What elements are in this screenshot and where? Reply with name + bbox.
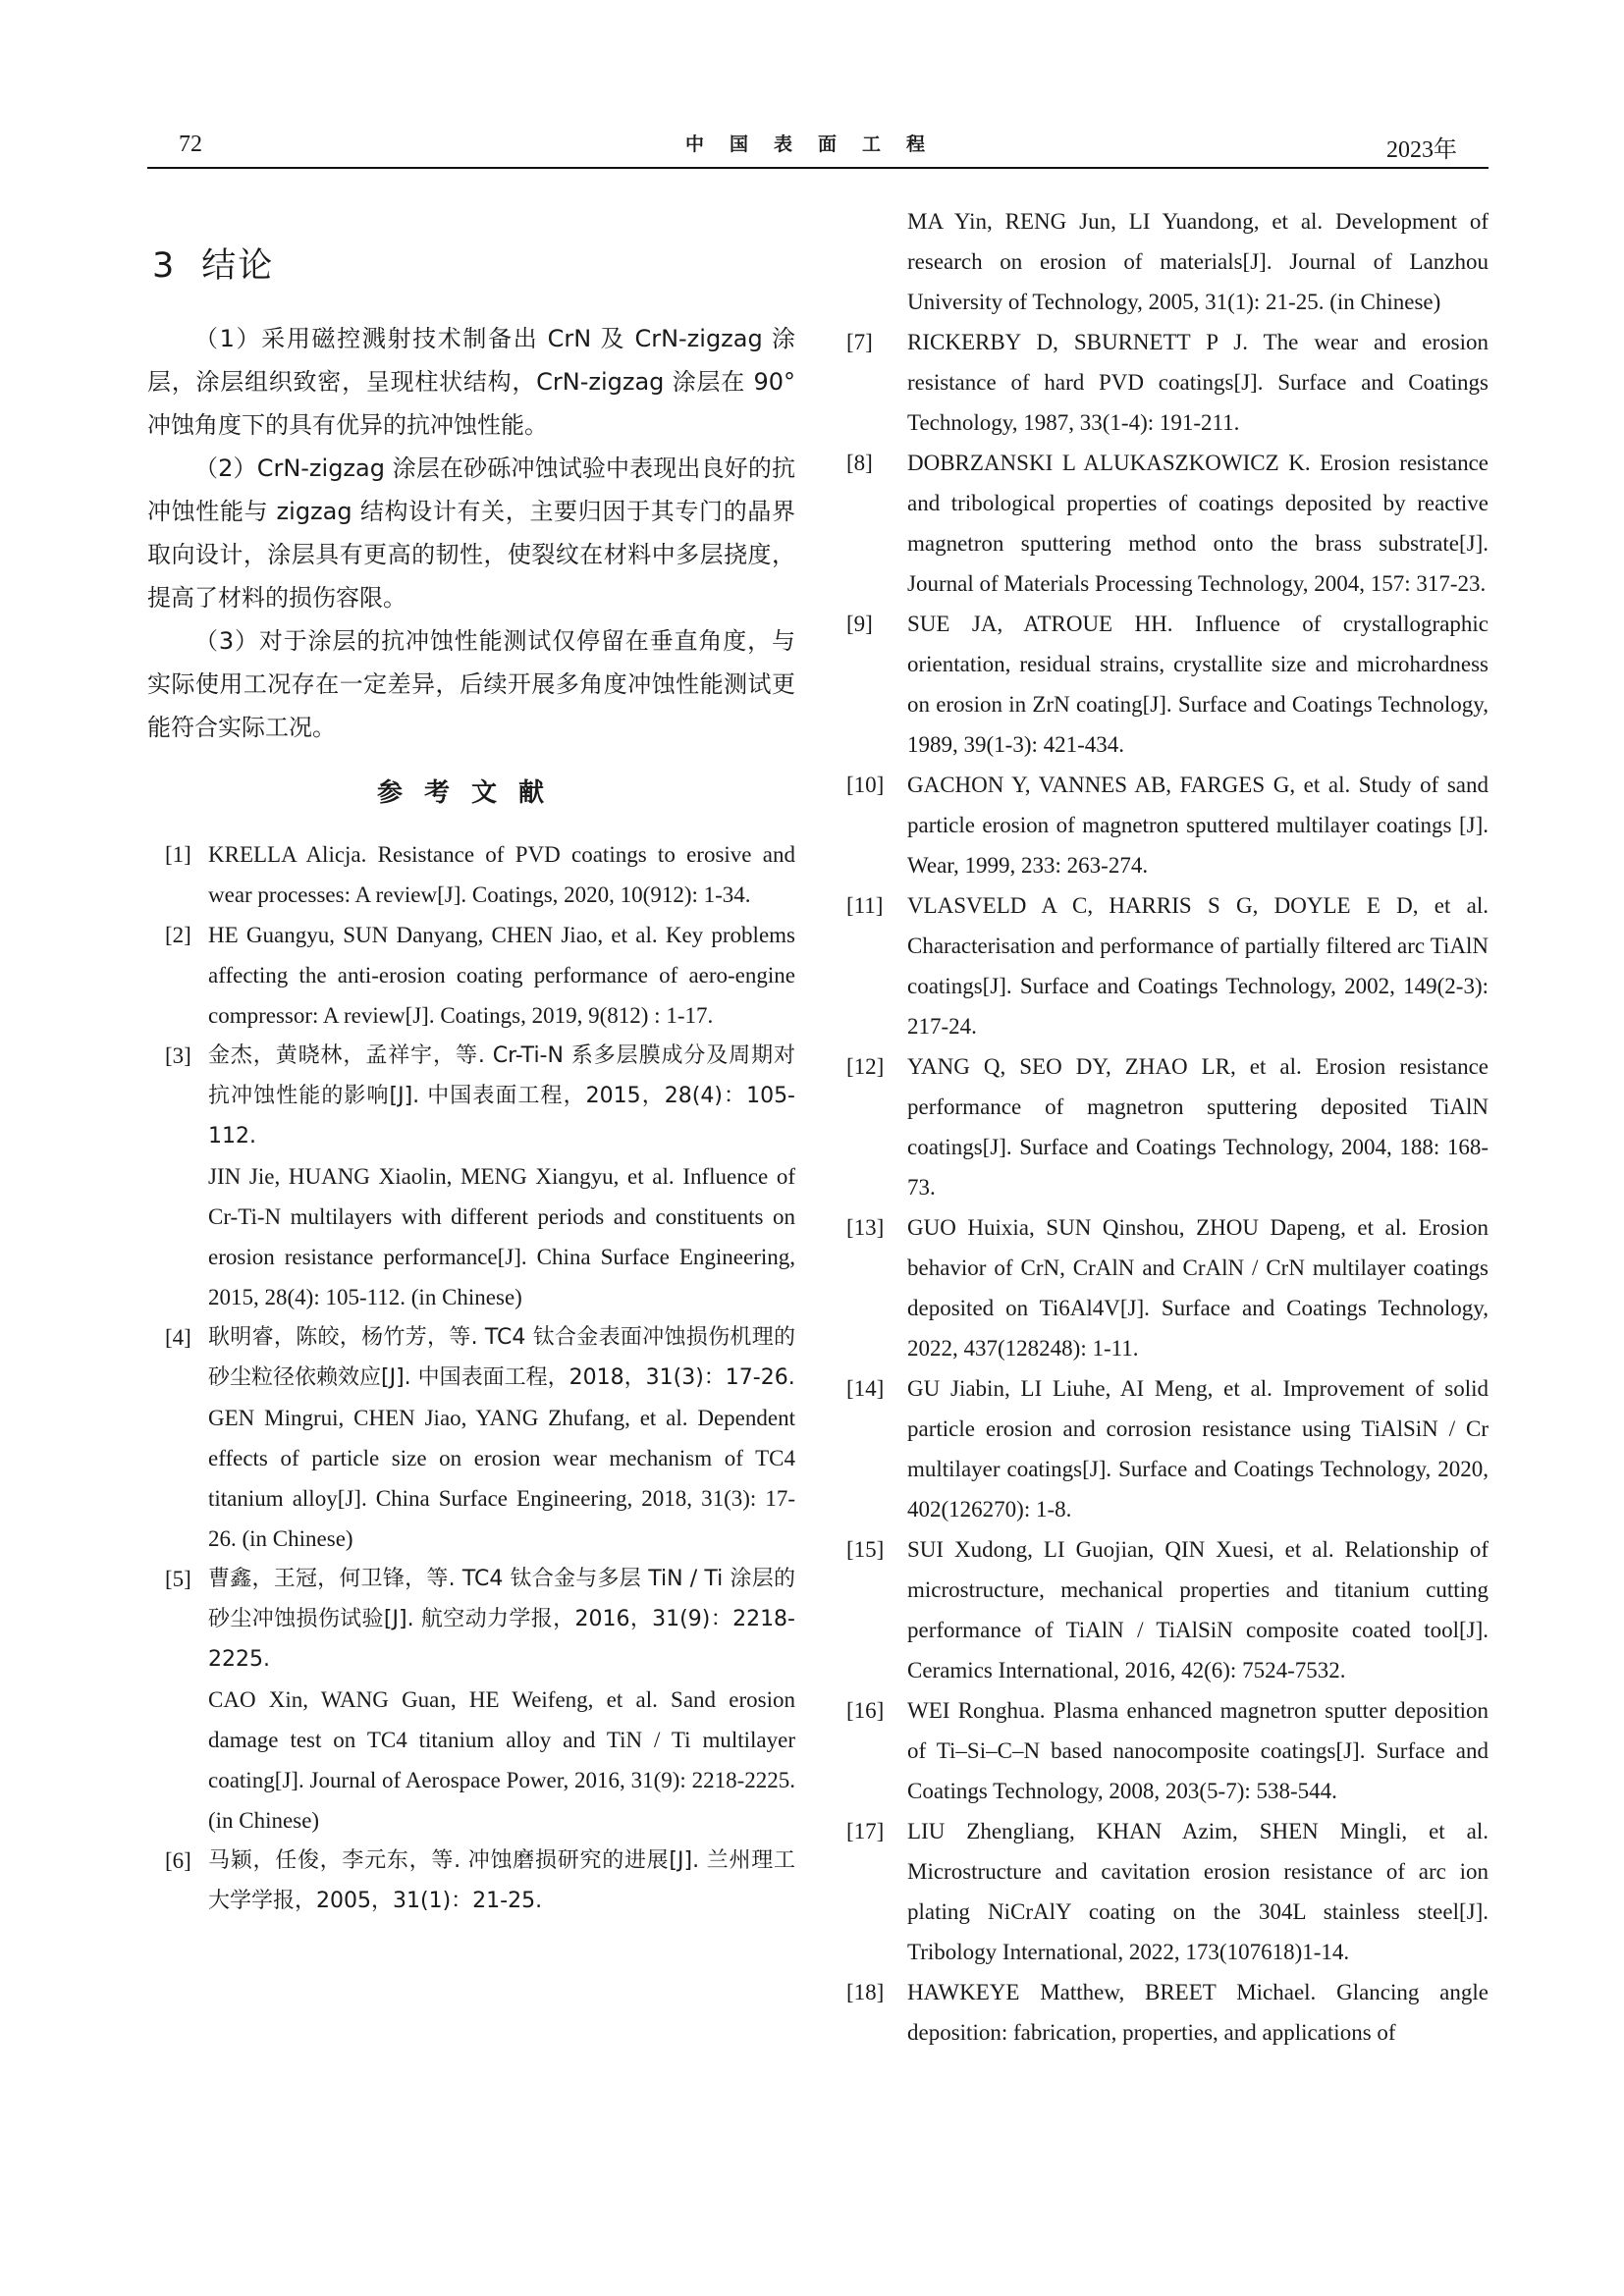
reference-item [846, 1972, 1489, 2053]
reference-number: [5] [165, 1567, 191, 1591]
reference-text: MA Yin, RENG Jun, LI Yuandong, et al. Development of research on erosion of materials[J]. Journal of Lanzhou University of Technology, 2005, 31(1): 21-25. (in Chinese) [907, 209, 1489, 314]
reference-text: LIU Zhengliang, KHAN Azim, SHEN Mingli, et al. Microstructure and cavitation erosion resistance of arc ion plating NiCrAlY coating on the 304L stainless steel[J]. Tribology International, 2022, 173(107618)1-14. [907, 1819, 1489, 1964]
reference-text: WEI Ronghua. Plasma enhanced magnetron sputter deposition of Ti–Si–C–N based nanocomposite coatings[J]. Surface and Coatings Technology, 2008, 203(5-7): 538-544. [907, 1698, 1489, 1803]
right-column [846, 201, 1489, 2053]
reference-item [846, 322, 1489, 443]
reference-item [846, 443, 1489, 604]
reference-number: [4] [165, 1325, 191, 1350]
journal-name: 中国表面工程 [684, 133, 950, 155]
reference-text: JIN Jie, HUANG Xiaolin, MENG Xiangyu, et al. Influence of Cr-Ti-N multilayers with different periods and constituents on erosion resistance performance[J]. China Surface Engineering, 2015, 28(4): 105-112. (in Chinese) [208, 1164, 795, 1309]
reference-number: [7] [846, 330, 873, 354]
reference-text: GU Jiabin, LI Liuhe, AI Meng, et al. Improvement of solid particle erosion and corrosion resistance using TiAlSiN / Cr multilayer coatings[J]. Surface and Coatings Technology, 2020, 402(126270): 1-8. [907, 1376, 1489, 1522]
left-column [147, 201, 795, 1921]
reference-item [846, 765, 1489, 885]
page-header [147, 126, 1489, 169]
reference-item [846, 1368, 1489, 1529]
reference-number: [17] [846, 1819, 885, 1843]
reference-number: [14] [846, 1376, 885, 1401]
reference-item [147, 1559, 795, 1841]
reference-item [846, 1529, 1489, 1690]
reference-number: [3] [165, 1043, 191, 1068]
reference-item [846, 1811, 1489, 1972]
reference-number: [1] [165, 842, 191, 867]
reference-text: SUE JA, ATROUE HH. Influence of crystallographic orientation, residual strains, crystallite size and microhardness on erosion in ZrN coating[J]. Surface and Coatings Technology, 1989, 39(1-3): 421-434. [907, 612, 1489, 757]
conclusion-paragraph: （2）CrN-zigzag 涂层在砂砾冲蚀试验中表现出良好的抗冲蚀性能与 zigzag 结构设计有关，主要归因于其专门的晶界取向设计，涂层具有更高的韧性，使裂纹在材料中多层挠度，提高了材料的损伤容限。 [147, 454, 795, 612]
reference-number: [9] [846, 612, 873, 636]
conclusion-paragraph: （1）采用磁控溅射技术制备出 CrN 及 CrN-zigzag 涂层，涂层组织致密，呈现柱状结构，CrN-zigzag 涂层在 90° 冲蚀角度下的具有优异的抗冲蚀性能。 [147, 325, 795, 439]
reference-number: [2] [165, 923, 191, 947]
reference-item [147, 1317, 795, 1559]
reference-text: HE Guangyu, SUN Danyang, CHEN Jiao, et al. Key problems affecting the anti-erosion coating performance of aero-engine compressor: A review[J]. Coatings, 2019, 9(812) : 1-17. [208, 923, 795, 1028]
reference-item [147, 1841, 795, 1921]
reference-item [846, 604, 1489, 765]
reference-text: RICKERBY D, SBURNETT P J. The wear and erosion resistance of hard PVD coatings[J]. Surface and Coatings Technology, 1987, 33(1-4): 191-211. [907, 330, 1489, 435]
reference-text: HAWKEYE Matthew, BREET Michael. Glancing angle deposition: fabrication, properties, and applications of [907, 1980, 1489, 2045]
reference-text: DOBRZANSKI L ALUKASZKOWICZ K. Erosion resistance and tribological properties of coatings deposited by reactive magnetron sputtering method onto the brass substrate[J]. Journal of Materials Processing Technology, 2004, 157: 317-23. [907, 451, 1489, 596]
reference-text: KRELLA Alicja. Resistance of PVD coatings to erosive and wear processes: A review[J]. Coatings, 2020, 10(912): 1-34. [208, 842, 795, 907]
reference-list-left [147, 834, 795, 1921]
reference-number: [12] [846, 1054, 885, 1079]
reference-number: [6] [165, 1848, 191, 1873]
page-number: 72 [179, 132, 202, 157]
reference-number: [18] [846, 1980, 885, 2004]
reference-item [846, 201, 1489, 322]
reference-text: GEN Mingrui, CHEN Jiao, YANG Zhufang, et al. Dependent effects of particle size on erosion wear mechanism of TC4 titanium alloy[J]. China Surface Engineering, 2018, 31(3): 17-26. (in Chinese) [208, 1406, 795, 1551]
references-heading: 参考文献 [376, 778, 566, 808]
reference-text: CAO Xin, WANG Guan, HE Weifeng, et al. Sand erosion damage test on TC4 titanium alloy and TiN / Ti multilayer coating[J]. Journal of Aerospace Power, 2016, 31(9): 2218-2225. (in Chinese) [208, 1687, 795, 1833]
reference-item [147, 915, 795, 1036]
section-title: 结论 [201, 246, 275, 286]
reference-number: [16] [846, 1698, 885, 1723]
section-number: 3 [152, 246, 177, 286]
reference-number: [13] [846, 1215, 885, 1240]
reference-item [846, 1690, 1489, 1811]
reference-item [846, 885, 1489, 1046]
reference-text-chinese: 耿明睿，陈皎，杨竹芳，等. TC4 钛合金表面冲蚀损伤机理的砂尘粒径依赖效应[J]. 中国表面工程，2018，31(3)：17-26. [208, 1325, 795, 1390]
reference-list-right [846, 201, 1489, 2053]
reference-number: [15] [846, 1537, 885, 1562]
reference-item [147, 834, 795, 915]
reference-text: GUO Huixia, SUN Qinshou, ZHOU Dapeng, et al. Erosion behavior of CrN, CrAlN and CrAlN / CrN multilayer coatings deposited on Ti6Al4V[J]. Surface and Coatings Technology, 2022, 437(128248): 1-11. [907, 1215, 1489, 1361]
reference-text-chinese: 金杰，黄晓林，孟祥宇，等. Cr-Ti-N 系多层膜成分及周期对抗冲蚀性能的影响[J]. 中国表面工程，2015，28(4)：105-112. [208, 1043, 795, 1148]
section-heading [152, 239, 795, 288]
reference-number: [10] [846, 773, 885, 797]
reference-number: [8] [846, 451, 873, 475]
reference-item [147, 1036, 795, 1317]
reference-text: GACHON Y, VANNES AB, FARGES G, et al. Study of sand particle erosion of magnetron sputtered multilayer coatings [J]. Wear, 1999, 233: 263-274. [907, 773, 1489, 878]
reference-text: YANG Q, SEO DY, ZHAO LR, et al. Erosion resistance performance of magnetron sputtering deposited TiAlN coatings[J]. Surface and Coatings Technology, 2004, 188: 168-73. [907, 1054, 1489, 1200]
reference-text-chinese: 马颖，任俊，李元东，等. 冲蚀磨损研究的进展[J]. 兰州理工大学学报，2005，31(1)：21-25. [208, 1848, 795, 1913]
reference-item [846, 1046, 1489, 1207]
reference-number: [11] [846, 893, 884, 918]
reference-text: VLASVELD A C, HARRIS S G, DOYLE E D, et al. Characterisation and performance of partially filtered arc TiAlN coatings[J]. Surface and Coatings Technology, 2002, 149(2-3): 217-24. [907, 893, 1489, 1039]
reference-item [846, 1207, 1489, 1368]
reference-text-chinese: 曹鑫，王冠，何卫锋，等. TC4 钛合金与多层 TiN / Ti 涂层的砂尘冲蚀损伤试验[J]. 航空动力学报，2016，31(9)：2218-2225. [208, 1567, 795, 1672]
conclusion-paragraph: （3）对于涂层的抗冲蚀性能测试仅停留在垂直角度，与实际使用工况存在一定差异，后续开展多角度冲蚀性能测试更能符合实际工况。 [147, 627, 795, 741]
publication-year: 2023年 [1386, 137, 1457, 163]
reference-text: SUI Xudong, LI Guojian, QIN Xuesi, et al. Relationship of microstructure, mechanical properties and titanium cutting performance of TiAlN / TiAlSiN composite coated tool[J]. Ceramics International, 2016, 42(6): 7524-7532. [907, 1537, 1489, 1682]
